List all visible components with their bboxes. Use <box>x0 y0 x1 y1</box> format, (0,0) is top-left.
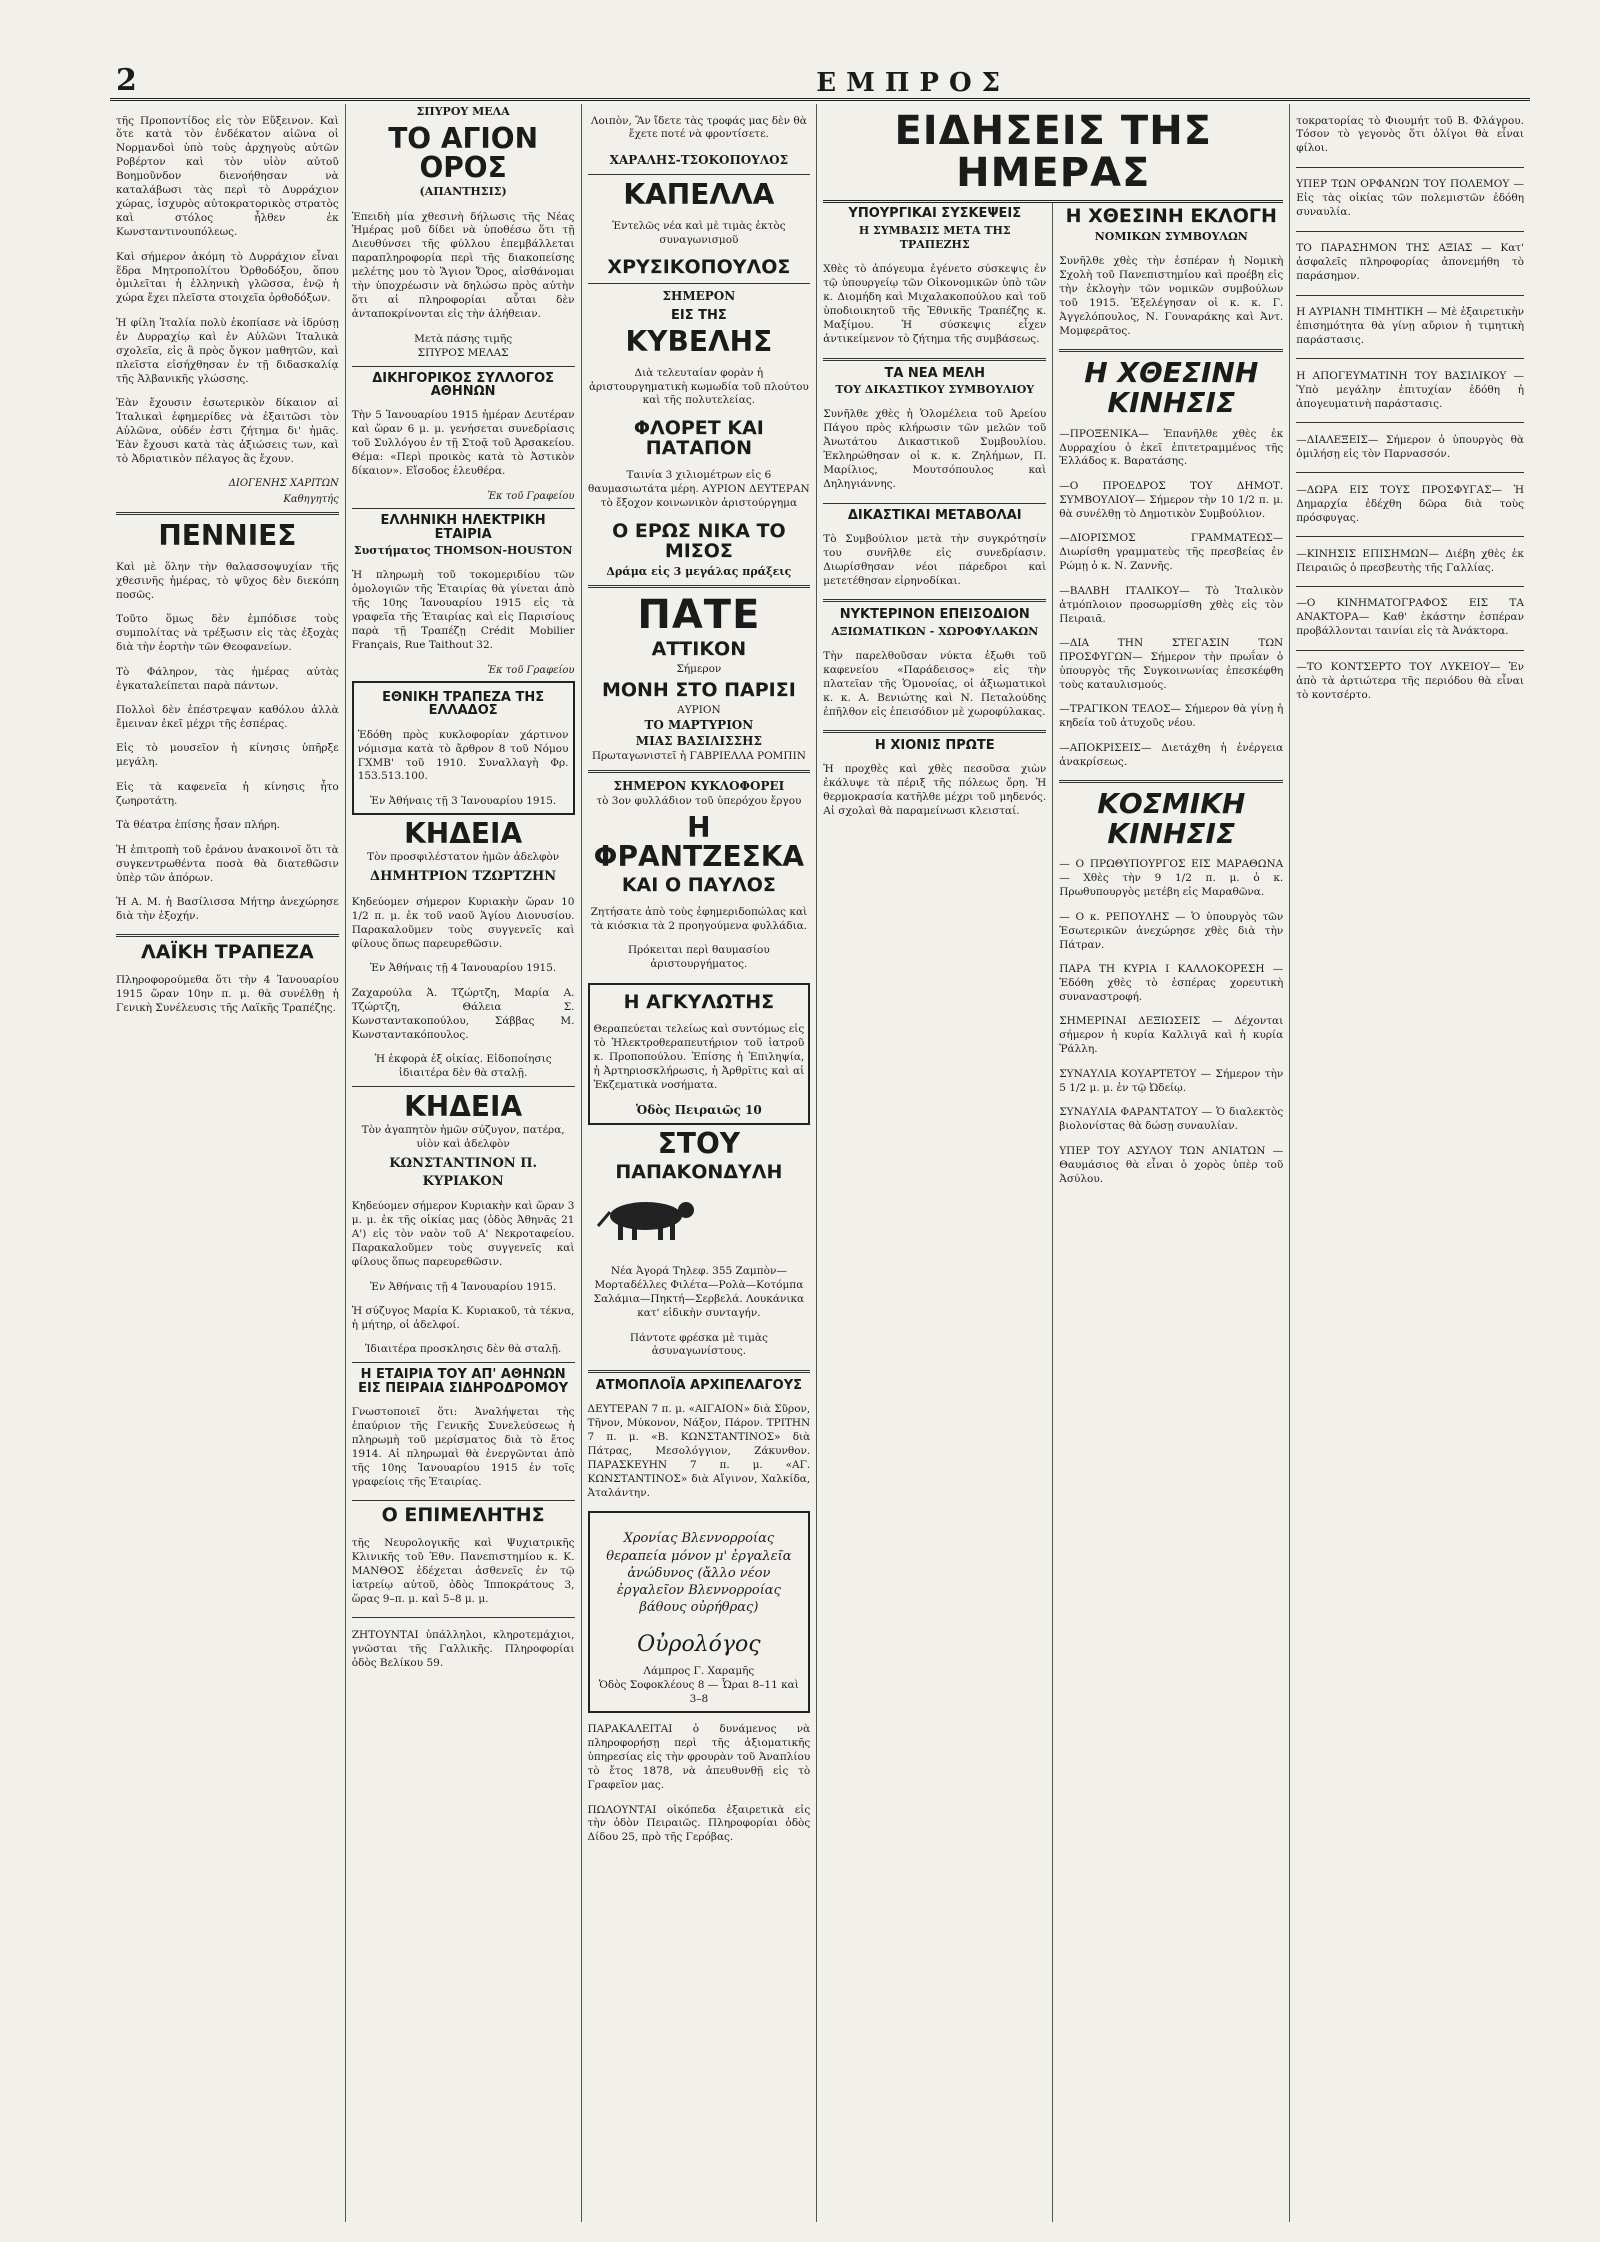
news-item: τοκρατορίας τὸ Φιουμήτ τοῦ Β. Φλάγρου. Τόσον τὸ γεγονὸς ὅτι ὀλίγοι θὰ εἶναι φίλοι. <box>1296 114 1524 155</box>
cinema-name: ΑΤΤΙΚΟΝ <box>651 638 747 661</box>
section-title-kosmiki: ΚΟΣΜΙΚΗ ΚΙΝΗΣΙΣ <box>1097 787 1246 850</box>
divider <box>1296 472 1524 473</box>
article-text: Ἐπειδὴ μία χθεσινὴ δήλωσις τῆς Νέας Ἡμέρας μοῦ δίδει νὰ ὑποθέσω ὅτι τῇ Διευθύνσει τῆς φύλλου ἐπεμβάλλεται παραπληροφορία περὶ τῆς διακοπείσης μελέτης μου τὸ Ἅγιον Ὄρος, αἰσθάνομαι τὴν ὑποχρέωσιν νὰ δηλώσω πρὸς αὐτὴν ὅτι αἱ πληροφορίαι αὗται δὲν ἀνταποκρίνονται εἰς τὴν ἀλήθειαν. <box>351 210 575 321</box>
funeral-intro: Τὸν ἀγαπητὸν ἡμῶν σύζυγον, πατέρα, υἱὸν καὶ ἀδελφὸν <box>361 1124 565 1151</box>
news-item: —ΔΙΟΡΙΣΜΟΣ ΓΡΑΜΜΑΤΕΩΣ— Διωρίσθη γραμματεὺς τῆς πρεσβείας ἐν Ρώμῃ ὁ κ. Ν. Ζαννῆς. <box>1059 532 1284 573</box>
divider <box>588 585 811 588</box>
theater-text: Διὰ τελευταίαν φορὰν ἡ ἀριστουργηματικὴ κωμωδία τοῦ πλούτου καὶ τῆς πολυτελείας. <box>588 366 809 407</box>
theater-name: ΚΥΒΕΛΗΣ <box>625 324 773 358</box>
notice-title: ΕΘΝΙΚΗ ΤΡΑΠΕΖΑ ΤΗΣ ΕΛΛΑΔΟΣ <box>382 689 545 719</box>
news-item: ΣΗΜΕΡΙΝΑΙ ΔΕΞΙΩΣΕΙΣ — Δέχονται σήμερον ἡ κυρία Καλλιγᾶ καὶ ἡ κυρία Ῥάλλη. <box>1059 1015 1284 1056</box>
signoff-pre: Μετὰ πάσης τιμῆς <box>414 332 513 345</box>
divider <box>116 934 339 937</box>
masthead <box>110 62 1530 101</box>
classified-ad: ΠΑΡΑΚΑΛΕΙΤΑΙ ὁ δυνάμενος νὰ πληροφορήσῃ περὶ τῆς ἀξιοματικῆς ὑπηρεσίας εἰς τὴν φρουρὰν τοῦ Ἀναπλίου τὸ ἔτος 1878, νὰ ἀπευθυνθῇ εἰς τὸ Γραφεῖον μας. <box>587 1723 811 1792</box>
divider <box>588 283 811 284</box>
page-number: 2 <box>116 63 137 98</box>
book-text: Ζητήσατε ἀπὸ τοὺς ἐφημεριδοπώλας καὶ τὰ κιόσκια τὰ 2 προηγούμενα φυλλάδια. <box>590 905 808 932</box>
ad-title: ΚΑΠΕΛΛΑ <box>623 177 775 211</box>
shop-text: Νέα Ἀγορά Τηλεφ. 355 Ζαμπὸν—Μορταδέλλες Φιλέτα—Ρολὰ—Κοτόμπα Σαλάμια—Πηκτή—Σερβελά. Λουκάνικα κατ' εἰδικὴν συνταγήν. <box>593 1265 805 1320</box>
funeral-text: Κηδεύομεν σήμερον Κυριακὴν ὥραν 10 1/2 π. μ. ἐκ τοῦ ναοῦ Ἁγίου Διονυσίου. Παρακαλοῦμεν τοὺς συγγενεῖς καὶ φίλους ὅπως παρευρεθῶσιν. <box>351 896 575 950</box>
pennies-item: Τοῦτο ὅμως δὲν ἐμπόδισε τοὺς συμπολίτας νὰ τρέξωσιν εἰς τὰς ἐξοχὰς διὰ τὴν ἑορτὴν τῶν Θεοφανείων. <box>116 613 339 654</box>
article-title: Η ΧΙΟΝΙΣ ΠΡΩΤΕ <box>874 738 995 754</box>
news-item: Η ΑΠΟΓΕΥΜΑΤΙΝΗ ΤΟΥ ΒΑΣΙΛΙΚΟΥ — Ὑπὸ μεγάλην ἐπιτυχίαν ἐδόθη ἡ ἀπογευματινὴ παράστασις. <box>1296 369 1524 410</box>
funeral-title: ΚΗΔΕΙΑ <box>404 1089 523 1123</box>
pennies-item: Τὸ Φάληρον, τὰς ἡμέρας αὐτὰς ἐγκαταλείπεται παρὰ πάντων. <box>116 665 339 692</box>
divider <box>1059 349 1283 352</box>
divider <box>1296 358 1524 359</box>
cinema-film: ΤΟ ΜΑΡΤΥΡΙΟΝ <box>644 717 754 732</box>
funeral-family: Ἡ σύζυγος Μαρία Κ. Κυριακοῦ, τὰ τέκνα, ἡ μήτηρ, οἱ ἀδελφοί. <box>351 1305 575 1332</box>
news-item: ΤΟ ΠΑΡΑΣΗΜΟΝ ΤΗΣ ΑΞΙΑΣ — Κατ' ἀσφαλεῖς πληροφορίας ἀπονεμήθη τὸ παράσημον. <box>1296 242 1524 283</box>
film-title: ΦΛΟΡΕΤ ΚΑΙ ΠΑΤΑΠΟΝ <box>633 416 764 459</box>
funeral-note: Ἰδιαιτέρα προσκλησις δὲν θὰ σταλῇ. <box>364 1343 562 1356</box>
article-text: Ἐὰν ἔχουσιν ἐσωτερικὸν δίκαιον αἱ Ἰταλικαὶ ἐφημερίδες νὰ ἐξαιτῶσι τὸν Αὐλῶνα, οὐδέν ἐστι ζήτημα δι' ἡμᾶς. Ἐὰν ἔχουσι κατὰ τὰς ἀξιώσεις των, καὶ τὸ Ἀδριατικὸν πέλαγος ἂς ἔχουν. <box>116 397 339 465</box>
book-title: ΚΑΙ Ο ΠΑΥΛΟΣ <box>621 873 776 896</box>
notice-text: τῆς Νευρολογικῆς καὶ Ψυχιατρικῆς Κλινικῆς τοῦ Ἐθν. Πανεπιστημίου κ. Κ. ΜΑΝΘΟΣ ἐδέχεται ἀσθενεῖς ἐν τῷ ἰατρείῳ αὐτοῦ, ὁδὸς Ἰπποκράτους 3, ὥρας 9–π. μ. καὶ 5–8 μ. μ. <box>351 1536 575 1605</box>
article-title: Η ΧΘΕΣΙΝΗ ΕΚΛΟΓΗ <box>1065 205 1277 227</box>
signoff: ΣΠΥΡΟΣ ΜΕΛΑΣ <box>417 346 509 359</box>
article-text: Συνῆλθε χθὲς ἡ Ὁλομέλεια τοῦ Ἀρείου Πάγου πρὸς κλήρωσιν τῶν μελῶν τοῦ Ἀνωτάτου Δικαστικοῦ Συμβουλίου. Ἐκληρώθησαν οἱ κ. κ. Ζηλήμων, Π. Μαρίλιος, Μουτσόπουλος καὶ Δηληγιάννης. <box>823 408 1047 491</box>
article-text: Συνῆλθε χθὲς τὴν ἑσπέραν ἡ Νομικὴ Σχολὴ τοῦ Πανεπιστημίου καὶ προέβη εἰς τὴν ἐκλογὴν τῶν νομικῶν συμβούλων τοῦ 1915. Ἐξελέγησαν οἱ κ. κ. Γ. Ἀγγελόπουλος, Ν. Γουναράκης καὶ Ἀντ. Μομφερᾶτος. <box>1059 255 1284 337</box>
article-title: ΤΟ ΑΓΙΟΝ ΟΡΟΣ <box>388 121 539 185</box>
column-4 <box>817 203 1053 2222</box>
divider <box>352 1362 575 1363</box>
news-section <box>817 104 1290 2222</box>
news-columns <box>817 203 1289 2222</box>
news-item: —ΒΑΛΒΗ ΙΤΑΛΙΚΟΥ— Τὸ Ἰταλικὸν ἀτμόπλοιον προσωρμίσθη χθὲς εἰς τὸν Πειραιᾶ. <box>1059 584 1284 625</box>
shop-pre: ΣΤΟΥ <box>657 1127 741 1161</box>
article-title: ΥΠΟΥΡΓΙΚΑΙ ΣΥΣΚΕΨΕΙΣ <box>848 206 1022 221</box>
today-label: ΣΗΜΕΡΟΝ <box>662 289 736 304</box>
article-title: ΤΑ ΝΕΑ ΜΕΛΗ <box>884 365 986 381</box>
funeral-name: ΚΩΝΣΤΑΝΤΙΝΟΝ Π. ΚΥΡΙΑΚΟΝ <box>389 1156 537 1189</box>
column-6 <box>1290 104 1530 2222</box>
ad-title: Η ΑΓΚΥΛΩΤΗΣ <box>623 990 775 1013</box>
cinema-today: Σήμερον <box>676 663 722 676</box>
news-item: —ΔΙΑΛΕΞΕΙΣ— Σήμερον ὁ ὑπουργὸς θὰ ὁμιλήσῃ εἰς τὸν Παρνασσόν. <box>1296 433 1524 460</box>
notice-source: Ἐκ τοῦ Γραφείου <box>487 490 575 502</box>
article-subtitle: Η ΣΥΜΒΑΣΙΣ ΜΕΤΑ ΤΗΣ ΤΡΑΠΕΖΗΣ <box>858 223 1011 252</box>
notice-source: Ἐκ τοῦ Γραφείου <box>487 664 575 676</box>
pennies-item: Εἰς τὸ μουσεῖον ἡ κίνησις ὑπῆρξε μεγάλη. <box>116 742 339 769</box>
column-1 <box>110 104 346 2222</box>
author-role: Καθηγητής <box>283 493 339 505</box>
divider <box>1296 295 1524 296</box>
notice-text: Ἐδόθη πρὸς κυκλοφορίαν χάρτινον νόμισμα κατὰ τὸ ἄρθρον 8 τοῦ Νόμου ΓΧΜΒ' τοῦ 1910. Συναλλαγὴ Φρ. 153.513.100. <box>357 728 569 783</box>
cafe-name: ΧΑΡΑΛΗΣ-ΤΣΟΚΟΠΟΥΛΟΣ <box>609 152 789 167</box>
film-subtitle: Δράμα εἰς 3 μεγάλας πράξεις <box>606 564 792 578</box>
cinema-cast: Πρωταγωνιστεῖ ἡ ΓΑΒΡΙΕΛΛΑ ΡΟΜΠΙΝ <box>591 749 806 762</box>
divider <box>823 503 1046 504</box>
news-item: ΣΥΝΑΥΛΙΑ ΚΟΥΑΡΤΕΤΟΥ — Σήμερον τὴν 5 1/2 μ. μ. ἐν τῷ Ὠδείῳ. <box>1059 1067 1284 1094</box>
newspaper-columns <box>110 104 1530 2222</box>
news-item: —Ο ΠΡΟΕΔΡΟΣ ΤΟΥ ΔΗΜΟΤ. ΣΥΜΒΟΥΛΙΟΥ— Σήμερον τὴν 10 1/2 π. μ. θὰ συνέλθῃ τὸ Δημοτικὸν Συμβούλιον. <box>1059 479 1284 520</box>
funeral-family: Ζαχαρούλα Ἀ. Τζώρτζη, Μαρία Α. Τζώρτζη, Θάλεια Σ. Κωνσταντακοπούλου, Σάββας Μ. Κωνσταντακόπουλος. <box>351 986 575 1041</box>
news-item: —Ο ΚΙΝΗΜΑΤΟΓΡΑΦΟΣ ΕΙΣ ΤΑ ΑΝΑΚΤΟΡΑ— Καθ' ἑκάστην ἑσπέραν προβάλλονται ταινίαι εἰς τὰ Ἀνάκτορα. <box>1296 597 1524 638</box>
article-subtitle: ΑΞΙΩΜΑΤΙΚΩΝ - ΧΩΡΟΦΥΛΑΚΩΝ <box>831 624 1039 638</box>
article-text: Ἡ φίλη Ἰταλία πολὺ ἐκοπίασε νὰ ἱδρύσῃ ἐν Δυρραχίῳ καὶ ἐν Αὐλῶνι Ἰταλικὰ σχολεῖα, εἰς ἃ πρὸς ὄγκον μαθητῶν, καὶ πλεῖστα εἰσήχθησαν ἐν τῇ διδασκαλίᾳ τῆς Ἀλβανικῆς γλώσσης. <box>116 316 339 385</box>
classified-ad: ΖΗΤΟΥΝΤΑΙ ὑπάλληλοι, κληροτεμάχιοι, γνῶσται τῆς Γαλλικῆς. Πληροφορίαι ὁδὸς Βελίκου 59. <box>351 1628 575 1669</box>
divider <box>1296 167 1524 168</box>
funeral-date: Ἐν Ἀθήναις τῇ 4 Ἰανουαρίου 1915. <box>369 1280 557 1293</box>
article-text: Τὴν παρελθοῦσαν νύκτα ἐξωθι τοῦ καφενείου «Παράδεισος» εἰς τὴν πλατεῖαν τῆς Ὁμονοίας, οἱ ἀξιωματικοὶ κ. κ. Α. Βενιώτης καὶ Ν. Πεταλούδης ἐπῆλθον εἰς ἐπεισόδιον μὲ χωροφύλακας. <box>823 649 1047 718</box>
pennies-item: Τὰ θέατρα ἐπίσης ἦσαν πλήρη. <box>116 819 280 832</box>
funeral-name: ΔΗΜΗΤΡΙΟΝ ΤΖΩΡΤΖΗΝ <box>370 869 557 885</box>
divider <box>1296 650 1524 651</box>
book-title: Η ΦΡΑΝΤΖΕΣΚΑ <box>593 810 805 874</box>
pennies-item: Ἡ ἐπιτροπὴ τοῦ ἐράνου ἀνακοινοῖ ὅτι τὰ συγκεντρωθέντα ποσὰ θὰ διατεθῶσιν ὑπὲρ τῶν ἀπόρων. <box>116 843 339 884</box>
news-header: ΕΙΔΗΣΕΙΣ ΤΗΣ ΗΜΕΡΑΣ <box>823 104 1283 203</box>
news-item: —ΔΙΑ ΤΗΝ ΣΤΕΓΑΣΙΝ ΤΩΝ ΠΡΟΣΦΥΓΩΝ— Σήμερον τὴν πρωΐαν ὁ ὑπουργὸς τῆς Συγκοινωνίας ἐπεσκέφθη τοὺς καταυλισμούς. <box>1059 637 1284 691</box>
ad-text: Θεραπεύεται τελείως καὶ συντόμως εἰς τὸ Ἠλεκτροθεραπευτήριον τοῦ ἰατροῦ κ. Προποπούλου. Ἐπίσης ἡ Ἐπιληψία, ἡ Ἀρτηριοσκλήρωσις, ἡ Ἀρθρῖτις καὶ αἱ Ἐκζεματικὰ νοσήματα. <box>593 1023 805 1091</box>
ad-specialty: Οὐρολόγος <box>637 1631 761 1657</box>
divider <box>1296 231 1524 232</box>
theater-pre: ΕΙΣ ΤΗΣ <box>670 308 727 324</box>
divider <box>116 512 339 515</box>
circulating-sub: τὸ 3ον φυλλάδιον τοῦ ὑπερόχου ἔργου <box>596 794 802 807</box>
cinema-film: ΜΟΝΗ ΣΤΟ ΠΑΡΙΣΙ <box>601 679 796 702</box>
divider <box>823 358 1046 361</box>
column-3 <box>582 104 818 2222</box>
news-item: ΥΠΕΡ ΤΟΥ ΑΣΥΛΟΥ ΤΩΝ ΑΝΙΑΤΩΝ — Θαυμάσιος θὰ εἶναι ὁ χορὸς ὑπὲρ τοῦ Ἀσύλου. <box>1059 1144 1284 1185</box>
shop-name: ΠΑΠΑΚΟΝΔΥΛΗ <box>615 1160 783 1183</box>
divider <box>352 366 575 367</box>
pennies-item: Καὶ μὲ ὅλην τὴν θαλασσοψυχίαν τῆς χθεσινῆς ἡμέρας, τὸ ψῦχος δὲν διεκόπη ποσῶς. <box>116 560 339 601</box>
funeral-title: ΚΗΔΕΙΑ <box>404 816 523 850</box>
book-text: Πρόκειται περὶ θαυμασίου ἀριστουργήματος. <box>627 944 770 971</box>
article-subtitle: ΤΟΥ ΔΙΚΑΣΤΙΚΟΥ ΣΥΜΒΟΥΛΙΟΥ <box>835 383 1035 397</box>
news-item: —ΚΙΝΗΣΙΣ ΕΠΙΣΗΜΩΝ— Διέβη χθὲς ἐκ Πειραιῶς ὁ πρεσβευτὴς τῆς Γαλλίας. <box>1296 547 1524 574</box>
cinema-film: ΜΙΑΣ ΒΑΣΙΛΙΣΣΗΣ <box>635 733 762 748</box>
news-item: Η ΑΥΡΙΑΝΗ ΤΙΜΗΤΙΚΗ — Μὲ ἐξαιρετικὴν ἐπισημότητα θὰ γίνῃ αὔριον ἡ τιμητικὴ παράστασις. <box>1296 306 1524 346</box>
shop-text: Πάντοτε φρέσκα μὲ τιμὰς ἀσυναγωνίστους. <box>629 1331 768 1358</box>
news-item: —ΔΩΡΑ ΕΙΣ ΤΟΥΣ ΠΡΟΣΦΥΓΑΣ— Ἡ Δημαρχία ἐδέχθη δῶρα διὰ τοὺς πρόσφυγας. <box>1296 483 1524 524</box>
column-2 <box>346 104 582 2222</box>
ad-script-text: Χρονίας Βλεννορροίας θεραπεία μόνον μ' ἐργαλεῖα ἀνώδυνος (ἄλλο νέον ἐργαλεῖον Βλεννορροίας βάθους οὐρήθρας) <box>606 1531 792 1616</box>
divider <box>823 599 1046 602</box>
divider <box>588 174 811 175</box>
news-item: ΣΥΝΑΥΛΙΑ ΦΑΡΑΝΤΑΤΟΥ — Ὁ διαλεκτὸς βιολονίστας θὰ δώσῃ συναυλίαν. <box>1059 1106 1284 1133</box>
newspaper-name: ΕΜΠΡΟΣ <box>816 68 1010 98</box>
ad-address: Ὁδὸς Πειραιῶς 10 <box>635 1103 762 1118</box>
cow-illustration <box>588 1192 708 1244</box>
news-item: —ΑΠΟΚΡΙΣΕΙΣ— Διετάχθη ἡ ἐνέργεια ἀνακρίσεως. <box>1059 741 1284 768</box>
notice-date: Ἐν Ἀθήναις τῇ 3 Ἰανουαρίου 1915. <box>369 794 557 807</box>
cinema-tomorrow: ΑΥΡΙΟΝ <box>677 704 721 716</box>
funeral-text: Κηδεύομεν σήμερον Κυριακὴν καὶ ὥραν 3 μ. μ. ἐκ τῆς οἰκίας μας (ὁδὸς Ἀθηνᾶς 21 Α') εἰς τὸν ναὸν τοῦ Α' Νεκροταφείου. Παρακαλοῦμεν τοὺς συγγενεῖς καὶ φίλους ὅπως παρευρεθῶσιν. <box>351 1200 575 1269</box>
notice-text: Γνωστοποιεῖ ὅτι: Ἀναλήψεται τὴς ἐπαύριον τῆς Γενικῆς Συνελεύσεως ἡ πληρωμὴ τοῦ μερίσματος διὰ τὸ ἔτος 1914. Αἱ πληρωμαὶ θὰ ἐνεργῶνται ἀπὸ τῆς 10ης Ἰανουαρίου 1915 ἐν τοῖς γραφείοις τῆς Ἑταιρίας. <box>351 1406 575 1488</box>
shipping-text: ΔΕΥΤΕΡΑΝ 7 π. μ. «ΑΙΓΑΙΟΝ» διὰ Σῦρον, Τῆνον, Μύκονον, Νάξον, Πάρον. ΤΡΙΤΗΝ 7 π. μ. «Β. ΚΩΝΣΤΑΝΤΙΝΟΣ» διὰ Πάτρας, Μεσολόγγιον, Ζάκυνθον. ΠΑΡΑΣΚΕΥΗΝ 7 π. μ. «ΑΓ. ΚΩΝΣΤΑΝΤΙΝΟΣ» διὰ Αἴγινον, Χαλκίδα, Ἀταλάντην. <box>587 1403 811 1499</box>
cinema-brand: ΠΑΤΕ <box>637 592 761 639</box>
funeral-intro: Τὸν προσφιλέστατον ἡμῶν ἀδελφὸν <box>367 851 560 864</box>
news-item: ΥΠΕΡ ΤΩΝ ΟΡΦΑΝΩΝ ΤΟΥ ΠΟΛΕΜΟΥ — Εἰς τὰς οἰκίας τῶν πολεμιστῶν ἐδόθη συναυλία. <box>1296 178 1524 219</box>
divider <box>352 1500 575 1501</box>
funeral-note: Ἡ ἐκφορὰ ἐξ οἰκίας. Εἰδοποίησις ἰδιαιτέρα δὲν θὰ σταλῇ. <box>374 1053 552 1080</box>
article-title: ΝΥΚΤΕΡΙΝΟΝ ΕΠΕΙΣΟΔΙΟΝ <box>839 607 1030 623</box>
divider <box>352 508 575 509</box>
article-text: Χθὲς τὸ ἀπόγευμα ἐγένετο σύσκεψις ἐν τῷ ὑπουργείῳ τῶν Οἰκονομικῶν ὑπὸ τῶν κ. Διομήδη καὶ Μιχαλακοπούλου καὶ τοῦ ὑποδιοικητοῦ τῆς Ἐθνικῆς Τραπέζης κ. Μαξίμου. Ἡ σύσκεψις εἶχεν ἀντικείμενον τὸ ζήτημα τῆς συμβάσεως. <box>823 263 1047 346</box>
film-title: Ο ΕΡΩΣ ΝΙΚΑ ΤΟ ΜΙΣΟΣ <box>612 519 786 562</box>
notice-subtitle: Συστήματος THOMSON-HOUSTON <box>353 544 573 558</box>
news-item: —ΤΡΑΓΙΚΟΝ ΤΕΛΟΣ— Σήμερον θὰ γίνῃ ἡ κηδεία τοῦ ἀτυχοῦς νέου. <box>1059 703 1284 730</box>
news-item: ΠΑΡΑ ΤΗ ΚΥΡΙΑ Ι ΚΑΛΛΟΚΟΡΕΣΗ — Ἐδόθη χθὲς τὸ ἑσπέρας χορευτικὴ συναναστροφή. <box>1059 963 1284 1004</box>
article-subtitle: (ΑΠΑΝΤΗΣΙΣ) <box>419 185 507 199</box>
film-text: Ταινία 3 χιλιομέτρων εἰς 6 θαυμασιωτάτα μέρη. ΑΥΡΙΟΝ ΔΕΥΤΕΡΑΝ τὸ ἔξοχον κοινωνικὸν ἀριστούργημα <box>588 469 810 510</box>
divider <box>1296 586 1524 587</box>
article-title: ΔΙΚΑΣΤΙΚΑΙ ΜΕΤΑΒΟΛΑΙ <box>847 507 1022 523</box>
news-item: —ΠΡΟΞΕΝΙΚΑ— Ἐπανῆλθε χθὲς ἐκ Δυρραχίου ὁ ἐκεῖ ἐπιτετραμμένος τῆς Ἑλλάδος κ. Βαρατάσης. <box>1059 427 1284 468</box>
divider <box>352 1617 575 1618</box>
article-author: ΣΠΥΡΟΥ ΜΕΛΑ <box>416 105 510 118</box>
author-signature: ΔΙΟΓΕΝΗΣ ΧΑΡΙΤΩΝ <box>228 478 339 490</box>
ad-text: Ἐντελῶς νέα καὶ μὲ τιμὰς ἐκτὸς συναγωνισμοῦ <box>612 219 786 246</box>
notice-title: ΔΙΚΗΓΟΡΙΚΟΣ ΣΥΛΛΟΓΟΣ ΑΘΗΝΩΝ <box>372 370 554 400</box>
news-item: —ΤΟ ΚΟΝΤΣΕΡΤΟ ΤΟΥ ΛΥΚΕΙΟΥ— Ἐν ἀπὸ τὰ ἀρτιώτερα τῆς περιόδου θὰ εἶναι τὸ κοντσέρτο. <box>1296 661 1524 702</box>
pennies-item: Ἡ Α. Μ. ἡ Βασίλισσα Μήτηρ ἀνεχώρησε διὰ τὴν ἐξοχήν. <box>116 896 339 923</box>
top-note: Λοιπὸν, Ἂν ἴδετε τὰς τροφάς μας δὲν θὰ ἔχετε ποτέ νὰ φροντίσετε. <box>590 114 807 141</box>
classified-ad: ΠΩΛΟΥΝΤΑΙ οἰκόπεδα ἐξαιρετικὰ εἰς τὴν ὁδὸν Πειραιῶς. Πληροφορίαι ὁδὸς Δίδου 25, πρὸ τῆς Γερόβας. <box>587 1803 811 1844</box>
divider <box>588 770 811 773</box>
divider <box>352 1086 575 1087</box>
divider <box>1296 536 1524 537</box>
ad-address: Ὁδὸς Σοφοκλέους 8 — Ὧραι 8–11 καὶ 3–8 <box>598 1678 799 1705</box>
bank-title: ΛΑΪΚΗ ΤΡΑΠΕΖΑ <box>141 941 314 964</box>
notice-box <box>352 681 575 815</box>
pennies-item: Πολλοὶ δὲν ἐπέστρεψαν καθόλου ἀλλὰ ἔμειναν ἐκεῖ μέχρι τῆς ἑσπέρας. <box>116 704 339 730</box>
notice-text: Ἡ πληρωμὴ τοῦ τοκομεριδίου τῶν ὁμολογιῶν τῆς Ἑταιρίας θὰ γίνεται ἀπὸ τῆς 10ης Ἰανουαρίου 1915 εἰς τὰ γραφεῖα τῆς Ἑταιρίας καὶ εἰς Παρισίους παρὰ τῇ Τραπέζῃ Crédit Mobilier Français, Rue Taithout 32. <box>351 569 575 652</box>
article-text: τῆς Προποντίδος εἰς τὸν Εὔξεινον. Καὶ ὅτε κατὰ τὸν ἑνδέκατον αἰῶνα οἱ Νορμανδοὶ ὑπὸ τοὺς ἀρχηγοὺς αὐτῶν Ροβέρτον καὶ τὸν υἱὸν αὐτοῦ Βοημοῦνδον διενοήθησαν νὰ καταλάβωσι τὰς περὶ τὸ Δυρράχιον χώρας, ἰσχυρὸς αὐτοκρατορικὸς στρατὸς καὶ στόλος ἦλθεν ἐκ Κωνσταντινουπόλεως. <box>116 114 339 239</box>
shipping-title: ΑΤΜΟΠΛΟΪΑ ΑΡΧΙΠΕΛΑΓΟΥΣ <box>595 1377 803 1393</box>
news-item: — Ο ΠΡΩΘΥΠΟΥΡΓΟΣ ΕΙΣ ΜΑΡΑΘΩΝΑ — Χθὲς τὴν 9 1/2 π. μ. ὁ κ. Πρωθυπουργὸς μετέβη εἰς Μαραθῶνα. <box>1059 858 1284 899</box>
notice-title: Ο ΕΠΙΜΕΛΗΤΗΣ <box>381 1504 545 1527</box>
article-subtitle: ΝΟΜΙΚΩΝ ΣΥΜΒΟΥΛΩΝ <box>1094 229 1248 243</box>
notice-title: ΕΛΛΗΝΙΚΗ ΗΛΕΚΤΡΙΚΗ ΕΤΑΙΡΙΑ <box>380 512 546 542</box>
funeral-date: Ἐν Ἀθήναις τῇ 4 Ἰανουαρίου 1915. <box>369 962 557 975</box>
section-title-kinisis: Η ΧΘΕΣΙΝΗ ΚΙΝΗΣΙΣ <box>1084 356 1259 419</box>
ad-box <box>588 983 811 1126</box>
divider <box>588 1370 811 1373</box>
notice-title: Η ΕΤΑΙΡΙΑ ΤΟΥ ΑΠ' ΑΘΗΝΩΝ ΕΙΣ ΠΕΙΡΑΙΑ ΣΙΔΗΡΟΔΡΟΜΟΥ <box>358 1367 569 1397</box>
column-5 <box>1053 203 1289 2222</box>
article-text: Ἡ προχθὲς καὶ χθὲς πεσοῦσα χιὼν ἐκάλυψε τὰ πέριξ τῆς πόλεως ὄρη. Ἡ θερμοκρασία κατῆλθε μέχρι τοῦ μηδενός. Αἱ σχολαὶ θὰ παραμείνωσι κλεισταί. <box>823 763 1047 818</box>
article-text: Καὶ σήμερον ἀκόμη τὸ Δυρράχιον εἶναι ἕδρα Μητροπολίτου Ὀρθοδόξου, ὅπου ὁμιλεῖται ἡ ἑλληνικὴ γλῶσσα, ἐνῷ ἡ χώρα ἔχει πλεῖστα στοιχεῖα ὀρθοδόξων. <box>116 250 339 305</box>
divider <box>823 730 1046 733</box>
pennies-item: Εἰς τὰ καφενεῖα ἡ κίνησις ἦτο ζωηροτάτη. <box>116 780 339 807</box>
bank-text: Πληροφορούμεθα ὅτι τὴν 4 Ἰανουαρίου 1915 ὥραν 10ην π. μ. θὰ συνέλθῃ ἡ Γενικὴ Συνέλευσις τῆς Λαϊκῆς Τραπέζης. <box>116 973 339 1014</box>
divider <box>1296 422 1524 423</box>
divider <box>1059 780 1283 783</box>
section-title-pennies: ΠΕΝΝΙΕΣ <box>158 519 297 553</box>
ad-doctor-name: Λάμπρος Γ. Χαραμῆς <box>643 1664 755 1677</box>
ad-box <box>588 1511 811 1713</box>
news-item: — Ο κ. ΡΕΠΟΥΛΗΣ — Ὁ ὑπουργὸς τῶν Ἐσωτερικῶν ἀνεχώρησε χθὲς διὰ τὴν Πάτραν. <box>1059 910 1284 951</box>
circulating-label: ΣΗΜΕΡΟΝ ΚΥΚΛΟΦΟΡΕΙ <box>613 778 785 793</box>
ad-name: ΧΡΥΣΙΚΟΠΟΥΛΟΣ <box>607 256 791 279</box>
article-text: Τὸ Συμβούλιον μετὰ τὴν συγκρότησίν του συνῆλθε εἰς συνεδρίασιν. Διωρίσθησαν νέοι πάρεδροι καὶ μετετέθησαν εἰρηνοδίκαι. <box>823 532 1047 587</box>
notice-text: Τὴν 5 Ἰανουαρίου 1915 ἡμέραν Δευτέραν καὶ ὥραν 6 μ. μ. γενήσεται συνεδρίασις τοῦ Συλλόγου ἐν τῇ Στοᾷ τοῦ Ἀρσακείου. Θέμα: «Περὶ προικὸς κατὰ τὸ Ἀστικὸν δίκαιον». Εἴσοδος ἐλευθέρα. <box>351 409 575 478</box>
